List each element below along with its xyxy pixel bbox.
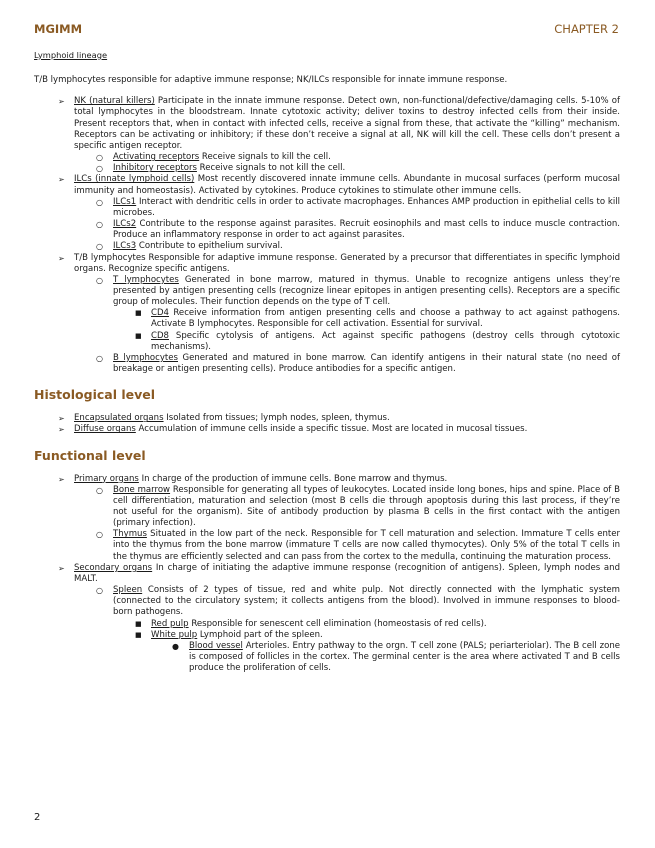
- term: Blood vessel: [189, 640, 243, 651]
- list-item: [34, 308, 620, 330]
- definition: Receive signals to not kill the cell.: [196, 163, 346, 174]
- arrow-bullet-icon: ➢: [58, 563, 65, 573]
- definition: Accumulation of immune cells inside a specific tissue. Most are located in mucosal tissues.: [135, 424, 528, 435]
- circle-bullet-icon: ○: [96, 275, 103, 285]
- circle-bullet-icon: ○: [96, 353, 103, 363]
- definition: Receive signals to kill the cell.: [199, 152, 331, 163]
- list-item: [34, 485, 620, 530]
- term: Bone marrow: [113, 484, 171, 495]
- list-item: [34, 619, 620, 630]
- term: B lymphocytes: [113, 352, 178, 363]
- term: CD4: [151, 308, 169, 319]
- term: ILCs3: [113, 241, 137, 252]
- circle-bullet-icon: ○: [96, 485, 103, 495]
- term: ILCs1: [113, 196, 137, 207]
- term: Spleen: [113, 585, 143, 596]
- chapter-label: CHAPTER 2: [554, 22, 619, 36]
- term: Activating receptors: [113, 152, 200, 163]
- arrow-bullet-icon: ➢: [58, 474, 65, 484]
- circle-bullet-icon: ○: [96, 242, 103, 252]
- list-item: [34, 197, 620, 219]
- definition: Receive information from antigen presenting cells and choose a pathway to act against pathogens. Activate B lymphocytes. Responsible for cell activation. Essential for survival.: [151, 308, 620, 330]
- term: CD8: [151, 330, 169, 341]
- definition: Responsible for senescent cell elimination (homeostasis of red cells).: [188, 618, 487, 629]
- list-item: [34, 163, 620, 174]
- definition: Arterioles. Entry pathway to the orgn. T cell zone (PALS; periarteriolar). The B cell zone is composed of follicles in the cortex. The germinal center is the area where activated T and B cells produce the proliferation of cells.: [189, 640, 620, 674]
- list-item: [34, 241, 620, 252]
- definition: Contribute to epithelium survival.: [136, 241, 283, 252]
- dot-bullet-icon: ●: [172, 641, 179, 651]
- arrow-bullet-icon: ➢: [58, 175, 65, 185]
- functional-heading: Functional level: [34, 447, 146, 463]
- term: White pulp: [151, 629, 198, 640]
- definition: In charge of initiating the adaptive immune response (recognition of antigens). Spleen, lymph nodes and MALT.: [74, 562, 620, 584]
- term: Encapsulated organs: [74, 413, 164, 424]
- square-bullet-icon: ■: [135, 630, 142, 639]
- list-item: [34, 585, 620, 618]
- definition: Responsible for generating all types of leukocytes. Located inside long bones, hips and spine. Place of B cell differentiation, maturation and selection (most B cells die through apoptosis during this last process, if they’re not useful for the organism). Site of antibody production by plasma B cells in the first contact with the antigen (primary infection).: [113, 484, 620, 529]
- list-item: [34, 641, 620, 674]
- definition: T/B lymphocytes Responsible for adaptive immune response. Generated by a precursor that differentiates in specific lymphoid organs. Recognize specific antigens.: [74, 252, 620, 274]
- term: T lymphocytes: [113, 274, 179, 285]
- histological-heading: Histological level: [34, 387, 156, 403]
- document-body: [34, 50, 620, 674]
- list-item: [34, 630, 620, 641]
- definition: Consists of 2 types of tissue, red and white pulp. Not directly connected with the lymphatic system (connected to the circulatory system; it collects antigens from the blood). Involved in immune responses to blood-born pathogens.: [113, 585, 620, 618]
- term: ILCs (innate lymphoid cells): [74, 174, 195, 185]
- list-item: [34, 331, 620, 353]
- circle-bullet-icon: ○: [96, 153, 103, 163]
- list-item: [34, 563, 620, 585]
- header-title: MGIMM: [34, 22, 83, 36]
- circle-bullet-icon: ○: [96, 220, 103, 230]
- circle-bullet-icon: ○: [96, 164, 103, 174]
- list-item: [34, 219, 620, 241]
- square-bullet-icon: ■: [135, 619, 142, 628]
- square-bullet-icon: ■: [135, 331, 142, 340]
- term: Thymus: [113, 529, 147, 540]
- arrow-bullet-icon: ➢: [58, 425, 65, 435]
- term: ILCs2: [113, 219, 137, 230]
- list-item: [34, 253, 620, 275]
- page-number: 2: [34, 812, 41, 823]
- term: Diffuse organs: [74, 424, 136, 435]
- term: Red pulp: [151, 618, 189, 629]
- term: NK (natural killers): [74, 96, 155, 107]
- list-item: [34, 275, 620, 308]
- circle-bullet-icon: ○: [96, 530, 103, 540]
- arrow-bullet-icon: ➢: [58, 97, 65, 107]
- definition: Lymphoid part of the spleen.: [197, 629, 323, 640]
- arrow-bullet-icon: ➢: [58, 414, 65, 424]
- definition: Interact with dendritic cells in order to activate macrophages. Enhances AMP production in epithelial cells to kill microbes.: [113, 196, 620, 218]
- list-item: [34, 353, 620, 375]
- arrow-bullet-icon: ➢: [58, 253, 65, 263]
- intro-paragraph: T/B lymphocytes responsible for adaptive immune response; NK/ILCs responsible for innate immune response.: [34, 75, 508, 86]
- definition: Contribute to the response against parasites. Recruit eosinophils and mast cells to induce muscle contraction. Produce an inflammatory response in order to act against parasites.: [113, 219, 620, 241]
- list-item: [34, 424, 620, 435]
- definition: In charge of the production of immune cells. Bone marrow and thymus.: [138, 473, 448, 484]
- definition: Isolated from tissues; lymph nodes, spleen, thymus.: [163, 413, 390, 424]
- list-item: [34, 413, 620, 424]
- definition: Generated and matured in bone marrow. Can identify antigens in their natural state (no need of breakage or antigen presenting cells). Produce antibodies for a specific antigen.: [113, 352, 621, 375]
- definition: Generated in bone marrow, matured in thymus. Unable to recognize antigens unless they’re presented by antigen presenting cells (recognize linear epitopes in antigen presenting cells). Receptors are a specific group of molecules. Their function depends on the type of T cell.: [113, 274, 621, 308]
- list-item: [34, 474, 620, 485]
- definition: Participate in the innate immune response. Detect own, non-functional/defective/damaging cells. 5-10% of total lymphocytes in the bloodstream. Innate cytotoxic activity; deliver toxins to destroy infected cells from their inside. Present receptors that, when in contact with infected cells, receive a signal from these, that activate the “killing” mechanism. Receptors can be activating or inhibitory; if these don’t receive a signal at all, NK will kill the cell. These cells don’t present a specific antigen receptor.: [74, 96, 621, 151]
- circle-bullet-icon: ○: [96, 197, 103, 207]
- definition: Situated in the low part of the neck. Responsible for T cell maturation and selection. Immature T cells enter into the thymus from the bone marrow (immature T cells are now called thymocytes). Only 5% of the total T cells in the thymus are efficiently selected and can pass from the cortex to the medulla, continuing the maturation process.: [113, 529, 620, 562]
- square-bullet-icon: ■: [135, 309, 142, 318]
- term: Inhibitory receptors: [113, 163, 197, 174]
- circle-bullet-icon: ○: [96, 586, 103, 596]
- term: Primary organs: [74, 473, 139, 484]
- list-item: [34, 529, 620, 562]
- definition: Most recently discovered innate immune cells. Abundante in mucosal surfaces (perform mucosal immunity and homeostasis). Activated by cytokines. Produce cytokines to stimulate other immune cells.: [74, 174, 620, 196]
- list-item: [34, 152, 620, 163]
- definition: Specific cytolysis of antigens. Act against specific pathogens (destroy cells through cytotoxic mechanisms).: [151, 330, 620, 352]
- list-item: [34, 96, 620, 152]
- section-subtitle: Lymphoid lineage: [34, 50, 108, 60]
- term: Secondary organs: [74, 562, 153, 573]
- list-item: [34, 174, 620, 196]
